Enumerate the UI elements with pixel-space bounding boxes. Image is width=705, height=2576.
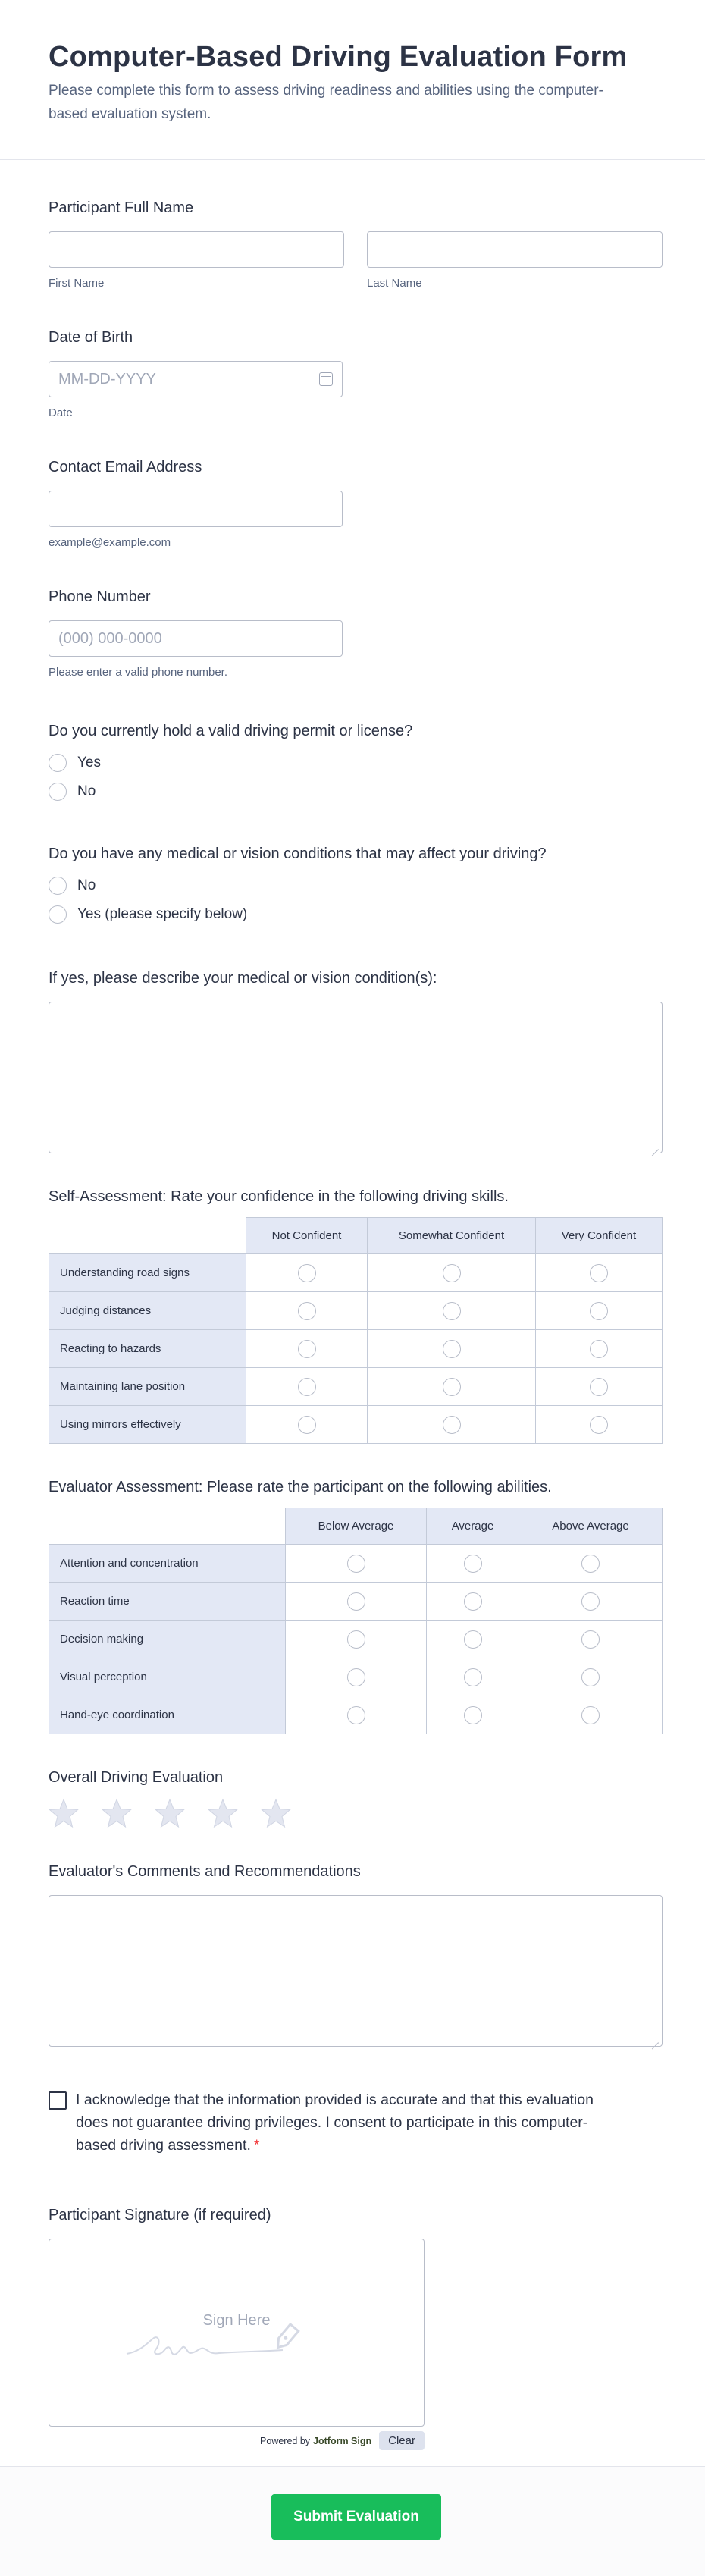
table-row	[49, 1545, 663, 1583]
matrix-corner	[49, 1218, 246, 1254]
radio-button[interactable]	[464, 1630, 482, 1649]
email-sublabel: example@example.com	[49, 536, 171, 549]
column-header: Somewhat Confident	[368, 1218, 536, 1254]
row-label: Judging distances	[49, 1292, 246, 1330]
email-input[interactable]	[49, 491, 343, 527]
star-icon[interactable]	[208, 1798, 238, 1828]
consent-field	[49, 2091, 663, 2157]
dob-placeholder: MM-DD-YYYY	[58, 370, 156, 387]
table-row	[49, 1254, 663, 1292]
consent-checkbox[interactable]	[49, 2091, 67, 2110]
option-label: No	[77, 877, 96, 893]
radio-button[interactable]	[443, 1378, 461, 1396]
column-header: Very Confident	[536, 1218, 663, 1254]
overall-rating-label: Overall Driving Evaluation	[49, 1769, 224, 1786]
full-name-label: Participant Full Name	[49, 199, 194, 216]
comments-field	[49, 1862, 663, 2047]
license-label: Do you currently hold a valid driving permit or license?	[49, 723, 413, 739]
overall-rating-field	[49, 1768, 663, 1828]
table-row	[49, 1621, 663, 1658]
table-row	[49, 1696, 663, 1734]
column-header: Above Average	[519, 1508, 663, 1545]
row-label: Understanding road signs	[49, 1254, 246, 1292]
radio-button[interactable]	[443, 1416, 461, 1434]
radio-button[interactable]	[443, 1340, 461, 1358]
consent-text: I acknowledge that the information provided is accurate and that this evaluation does not guarantee driving privileges. I consent to participate in this computer-based driving assessment.	[76, 2091, 594, 2154]
radio-button[interactable]	[298, 1264, 316, 1282]
email-field	[49, 457, 663, 549]
license-option-yes[interactable]	[49, 748, 663, 777]
row-label: Visual perception	[49, 1658, 286, 1696]
first-name-sublabel: First Name	[49, 277, 105, 290]
dob-label: Date of Birth	[49, 329, 133, 346]
resize-handle-icon[interactable]	[651, 1142, 659, 1150]
radio-button[interactable]	[49, 905, 67, 924]
form-header	[0, 0, 705, 160]
option-label: Yes (please specify below)	[77, 906, 248, 922]
row-label: Hand-eye coordination	[49, 1696, 286, 1734]
last-name-sublabel: Last Name	[367, 277, 422, 290]
table-row	[49, 1658, 663, 1696]
radio-button[interactable]	[464, 1706, 482, 1724]
radio-button[interactable]	[464, 1555, 482, 1573]
option-label: Yes	[77, 755, 101, 770]
medical-label: Do you have any medical or vision conditions that may affect your driving?	[49, 846, 547, 862]
radio-button[interactable]	[347, 1555, 365, 1573]
radio-button[interactable]	[590, 1378, 608, 1396]
table-row	[49, 1330, 663, 1368]
signature-label: Participant Signature (if required)	[49, 2207, 271, 2223]
medical-option-no[interactable]	[49, 871, 663, 900]
phone-placeholder: (000) 000-0000	[58, 629, 162, 647]
matrix-corner	[49, 1508, 286, 1545]
row-label: Using mirrors effectively	[49, 1406, 246, 1444]
last-name-input[interactable]	[367, 231, 663, 268]
row-label: Reacting to hazards	[49, 1330, 246, 1368]
dob-input[interactable]	[49, 361, 343, 397]
evaluator-assessment-matrix	[49, 1508, 663, 1734]
form-subtitle: Please complete this form to assess driving readiness and abilities using the computer-based evaluation system.	[49, 83, 603, 122]
calendar-icon[interactable]	[319, 372, 333, 386]
radio-button[interactable]	[347, 1706, 365, 1724]
license-option-no[interactable]	[49, 777, 663, 806]
form-content	[0, 198, 705, 2450]
submit-button[interactable]: Submit Evaluation	[271, 2494, 441, 2540]
star-icon[interactable]	[49, 1798, 79, 1828]
radio-button[interactable]	[590, 1302, 608, 1320]
radio-button[interactable]	[581, 1555, 600, 1573]
jotform-sign-brand: Jotform Sign	[313, 2435, 372, 2446]
radio-button[interactable]	[49, 783, 67, 801]
form-footer	[0, 2466, 705, 2576]
signature-pad[interactable]	[49, 2239, 425, 2427]
medical-option-yes[interactable]	[49, 900, 663, 929]
phone-field	[49, 587, 663, 679]
evaluator-assessment-label: Evaluator Assessment: Please rate the participant on the following abilities.	[49, 1479, 552, 1495]
row-label: Maintaining lane position	[49, 1368, 246, 1406]
radio-button[interactable]	[590, 1264, 608, 1282]
option-label: No	[77, 783, 96, 799]
star-rating	[49, 1798, 663, 1828]
radio-button[interactable]	[347, 1592, 365, 1611]
radio-button[interactable]	[581, 1592, 600, 1611]
radio-button[interactable]	[298, 1340, 316, 1358]
row-label: Attention and concentration	[49, 1545, 286, 1583]
radio-button[interactable]	[590, 1340, 608, 1358]
radio-button[interactable]	[298, 1302, 316, 1320]
radio-button[interactable]	[49, 754, 67, 772]
radio-button[interactable]	[347, 1668, 365, 1686]
clear-signature-button[interactable]: Clear	[379, 2431, 425, 2450]
evaluator-assessment-field	[49, 1477, 663, 1734]
phone-label: Phone Number	[49, 588, 151, 605]
row-label: Reaction time	[49, 1583, 286, 1621]
phone-sublabel: Please enter a valid phone number.	[49, 666, 227, 679]
star-icon[interactable]	[102, 1798, 132, 1828]
phone-input[interactable]	[49, 620, 343, 657]
column-header: Not Confident	[246, 1218, 368, 1254]
license-field	[49, 721, 663, 806]
radio-button[interactable]	[443, 1264, 461, 1282]
first-name-input[interactable]	[49, 231, 344, 268]
signature-field	[49, 2205, 663, 2450]
radio-button[interactable]	[298, 1416, 316, 1434]
table-row	[49, 1292, 663, 1330]
email-label: Contact Email Address	[49, 459, 202, 475]
powered-by-text: Powered by	[260, 2435, 311, 2446]
radio-button[interactable]	[581, 1668, 600, 1686]
radio-button[interactable]	[464, 1592, 482, 1611]
medical-details-label: If yes, please describe your medical or vision condition(s):	[49, 970, 437, 987]
medical-details-textarea[interactable]	[49, 1002, 663, 1153]
dob-field	[49, 328, 663, 419]
self-assessment-field	[49, 1187, 663, 1444]
dob-sublabel: Date	[49, 406, 73, 419]
radio-button[interactable]	[590, 1416, 608, 1434]
signature-footer	[49, 2431, 425, 2450]
column-header: Average	[427, 1508, 519, 1545]
radio-button[interactable]	[581, 1706, 600, 1724]
radio-button[interactable]	[347, 1630, 365, 1649]
medical-field	[49, 844, 663, 929]
self-assessment-matrix	[49, 1217, 663, 1444]
table-row	[49, 1368, 663, 1406]
radio-button[interactable]	[49, 877, 67, 895]
radio-button[interactable]	[464, 1668, 482, 1686]
form-title: Computer-Based Driving Evaluation Form	[49, 41, 628, 73]
medical-details-field	[49, 968, 663, 1153]
row-label: Decision making	[49, 1621, 286, 1658]
star-icon[interactable]	[261, 1798, 291, 1828]
signature-placeholder: Sign Here	[202, 2312, 271, 2329]
consent-label	[76, 2088, 606, 2157]
comments-textarea[interactable]	[49, 1895, 663, 2047]
radio-button[interactable]	[298, 1378, 316, 1396]
full-name-field	[49, 198, 663, 290]
table-row	[49, 1406, 663, 1444]
radio-button[interactable]	[443, 1302, 461, 1320]
star-icon[interactable]	[155, 1798, 185, 1828]
self-assessment-label: Self-Assessment: Rate your confidence in the following driving skills.	[49, 1188, 509, 1205]
comments-label: Evaluator's Comments and Recommendations	[49, 1863, 361, 1880]
column-header: Below Average	[286, 1508, 427, 1545]
required-mark: *	[253, 2137, 260, 2154]
radio-button[interactable]	[581, 1630, 600, 1649]
table-row	[49, 1583, 663, 1621]
resize-handle-icon[interactable]	[651, 2035, 659, 2043]
